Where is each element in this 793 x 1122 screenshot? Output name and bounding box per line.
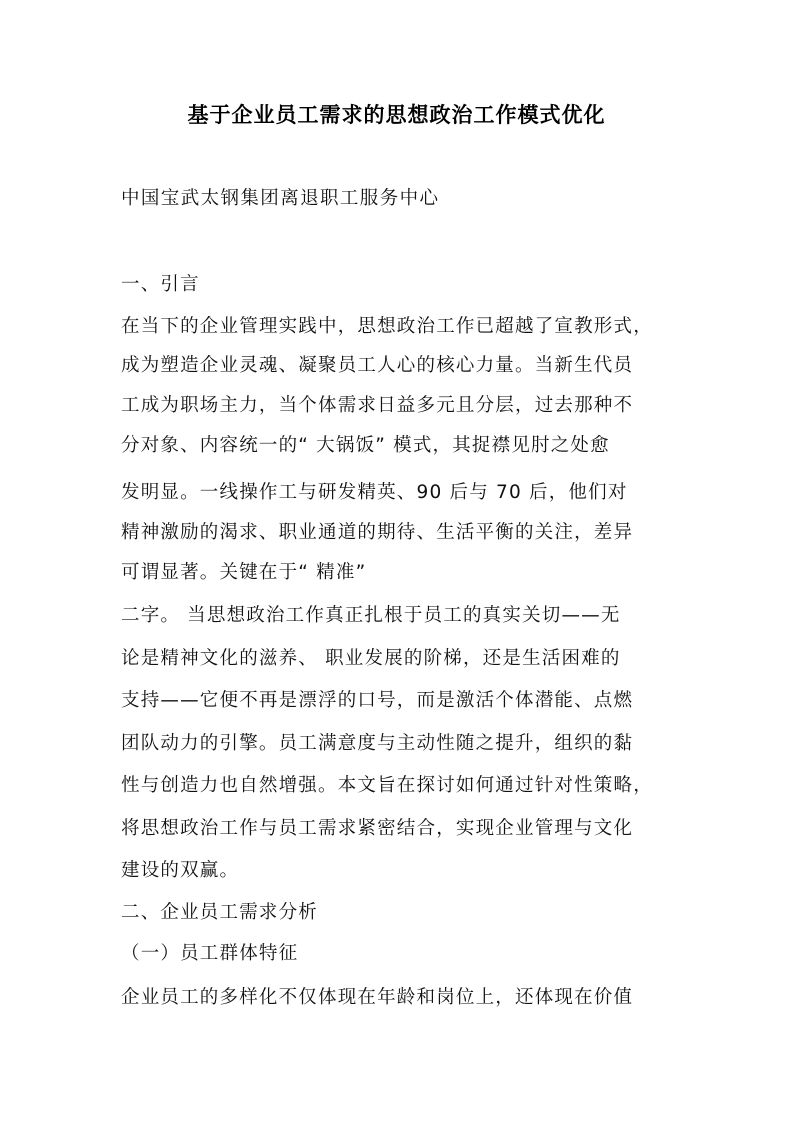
paragraph-line: 分对象、内容统一的“ 大锅饭” 模式，其捉襟见肘之处愈: [121, 435, 610, 456]
paragraph-line: 工成为职场主力，当个体需求日益多元且分层，过去那种不: [121, 395, 634, 416]
section-heading-needs-analysis: 二、企业员工需求分析: [121, 902, 319, 923]
paragraph-line: 成为塑造企业灵魂、凝聚员工人心的核心力量。当新生代员: [121, 355, 634, 376]
paragraph-line: 在当下的企业管理实践中，思想政治工作已超越了宣教形式，: [121, 316, 653, 337]
paragraph-line: 二字。 当思想政治工作真正扎根于员工的真实关切——无: [121, 605, 621, 626]
author-affiliation: 中国宝武太钢集团离退职工服务中心: [121, 188, 440, 209]
paragraph-line: 支持——它便不再是漂浮的口号，而是激活个体潜能、点燃: [121, 690, 634, 711]
paragraph-line: 可谓显著。关键在于“ 精准”: [121, 562, 367, 583]
paragraph-line: 企业员工的多样化不仅体现在年龄和岗位上，还体现在价值: [121, 987, 634, 1008]
paragraph-line: 精神激励的渴求、职业通道的期待、生活平衡的关注，差异: [121, 522, 634, 543]
paragraph-line: 将思想政治工作与员工需求紧密结合，实现企业管理与文化: [121, 818, 634, 839]
paragraph-line: 发明显。一线操作工与研发精英、90 后与 70 后，他们对: [121, 482, 628, 503]
document-title: 基于企业员工需求的思想政治工作模式优化: [187, 103, 606, 127]
section-heading-introduction: 一、引言: [121, 274, 200, 295]
paragraph-line: 建设的双赢。: [121, 860, 240, 881]
subsection-heading-group-features: （一）员工群体特征: [121, 943, 299, 964]
paragraph-line: 性与创造力也自然增强。本文旨在探讨如何通过针对性策略，: [121, 775, 653, 796]
paragraph-line: 团队动力的引擎。员工满意度与主动性随之提升，组织的黏: [121, 733, 634, 754]
paragraph-line: 论是精神文化的滋养、 职业发展的阶梯，还是生活困难的: [121, 648, 621, 669]
